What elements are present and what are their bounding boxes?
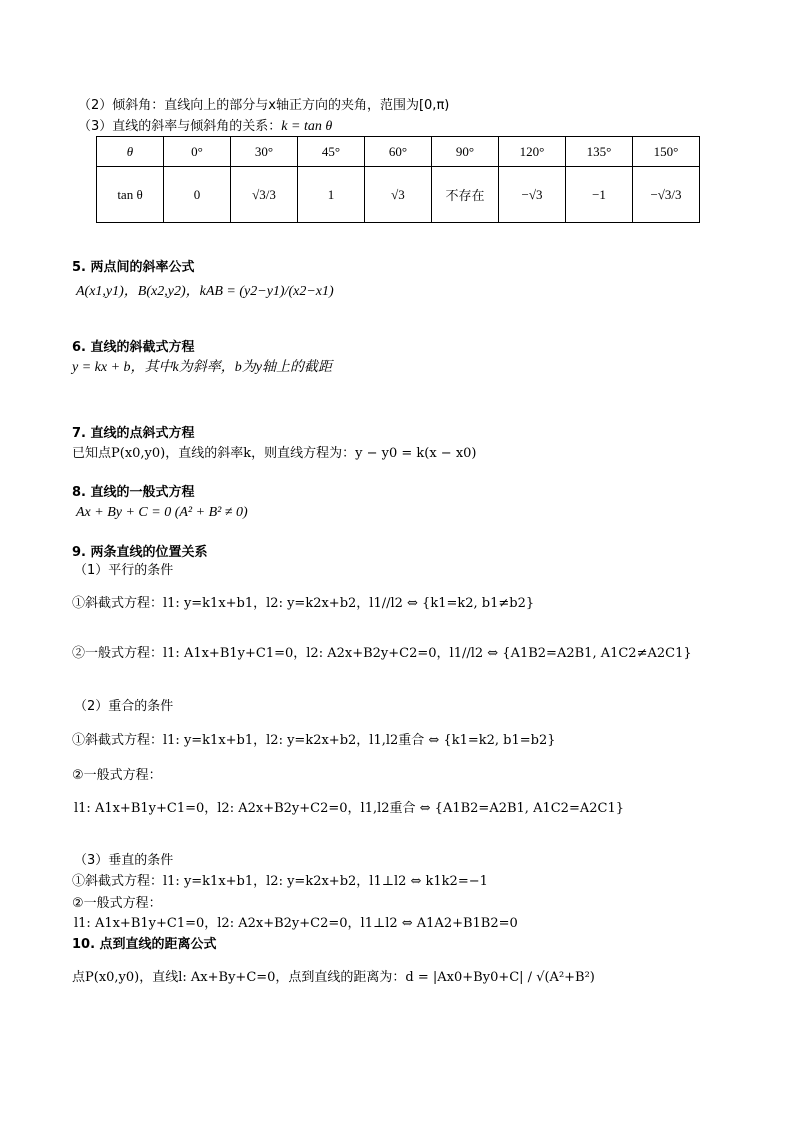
coincide-general-label: ②一般式方程： bbox=[72, 768, 162, 783]
s9-2: （2）重合的条件 bbox=[74, 699, 174, 714]
table-cell: 30° bbox=[231, 137, 298, 167]
table-cell: −√3/3 bbox=[633, 167, 700, 223]
heading-8: 8. 直线的一般式方程 bbox=[72, 485, 195, 500]
table-row bbox=[97, 137, 700, 167]
table-cell: √3/3 bbox=[231, 167, 298, 223]
formula-10: 点P(x0,y0)，直线l: Ax+By+C=0，点到直线的距离为：d = |Ax0+By0+C| / √(A²+B²) bbox=[72, 970, 595, 985]
table-cell: 不存在 bbox=[432, 167, 499, 223]
perp-slope-form: ①斜截式方程：l1: y=k1x+b1，l2: y=k2x+b2，l1⊥l2 ⇔ k1k2=−1 bbox=[72, 874, 488, 889]
heading-7: 7. 直线的点斜式方程 bbox=[72, 426, 195, 441]
s3-formula: k = tan θ bbox=[281, 119, 333, 134]
table-cell: 90° bbox=[432, 137, 499, 167]
heading-10: 10. 点到直线的距离公式 bbox=[72, 937, 217, 952]
heading-6: 6. 直线的斜截式方程 bbox=[72, 340, 195, 355]
perp-general-label: ②一般式方程： bbox=[72, 896, 162, 911]
table-cell: 150° bbox=[633, 137, 700, 167]
s3-line bbox=[78, 119, 332, 136]
table-cell: 0 bbox=[164, 167, 231, 223]
perp-general-form: l1: A1x+B1y+C1=0，l2: A2x+B2y+C2=0，l1⊥l2 ⇔ A1A2+B1B2=0 bbox=[74, 916, 518, 931]
coincide-slope-form: ①斜截式方程：l1: y=k1x+b1，l2: y=k2x+b2，l1,l2重合 ⇔ {k1=k2, b1=b2} bbox=[72, 733, 556, 748]
formula-5: A(x1,y1)，B(x2,y2)，kAB = (y2−y1)/(x2−x1) bbox=[76, 284, 334, 299]
formula-6: y = kx + b，其中k为斜率，b为y轴上的截距 bbox=[72, 360, 332, 375]
heading-5: 5. 两点间的斜率公式 bbox=[72, 260, 195, 275]
table-head-theta: θ bbox=[97, 137, 164, 167]
parallel-slope-form: ①斜截式方程：l1: y=k1x+b1，l2: y=k2x+b2，l1//l2 ⇔ {k1=k2, b1≠b2} bbox=[72, 596, 535, 611]
table-cell: 135° bbox=[566, 137, 633, 167]
table-cell: 60° bbox=[365, 137, 432, 167]
slope-angle-table bbox=[96, 136, 700, 223]
table-head-tan: tan θ bbox=[97, 167, 164, 223]
table-cell: 0° bbox=[164, 137, 231, 167]
table-cell: 1 bbox=[298, 167, 365, 223]
s9-1: （1）平行的条件 bbox=[74, 563, 174, 578]
table-cell: √3 bbox=[365, 167, 432, 223]
formula-8: Ax + By + C = 0 (A² + B² ≠ 0) bbox=[76, 505, 248, 520]
s9-3: （3）垂直的条件 bbox=[74, 853, 174, 868]
parallel-general-form: ②一般式方程：l1: A1x+B1y+C1=0，l2: A2x+B2y+C2=0，l1//l2 ⇔ {A1B2=A2B1, A1C2≠A2C1} bbox=[72, 646, 692, 661]
table-cell: 45° bbox=[298, 137, 365, 167]
table-row bbox=[97, 167, 700, 223]
table-cell: −1 bbox=[566, 167, 633, 223]
heading-9: 9. 两条直线的位置关系 bbox=[72, 545, 208, 560]
s2-text: （2）倾斜角：直线向上的部分与x轴正方向的夹角，范围为[0,π) bbox=[78, 98, 450, 113]
table-cell: −√3 bbox=[499, 167, 566, 223]
formula-7: 已知点P(x0,y0)，直线的斜率k，则直线方程为：y − y0 = k(x − x0) bbox=[72, 446, 477, 461]
coincide-general-form: l1: A1x+B1y+C1=0，l2: A2x+B2y+C2=0，l1,l2重合 ⇔ {A1B2=A2B1, A1C2=A2C1} bbox=[74, 801, 624, 816]
table-cell: 120° bbox=[499, 137, 566, 167]
s2-line bbox=[78, 98, 449, 114]
s3-label: （3）直线的斜率与倾斜角的关系： bbox=[78, 119, 282, 134]
